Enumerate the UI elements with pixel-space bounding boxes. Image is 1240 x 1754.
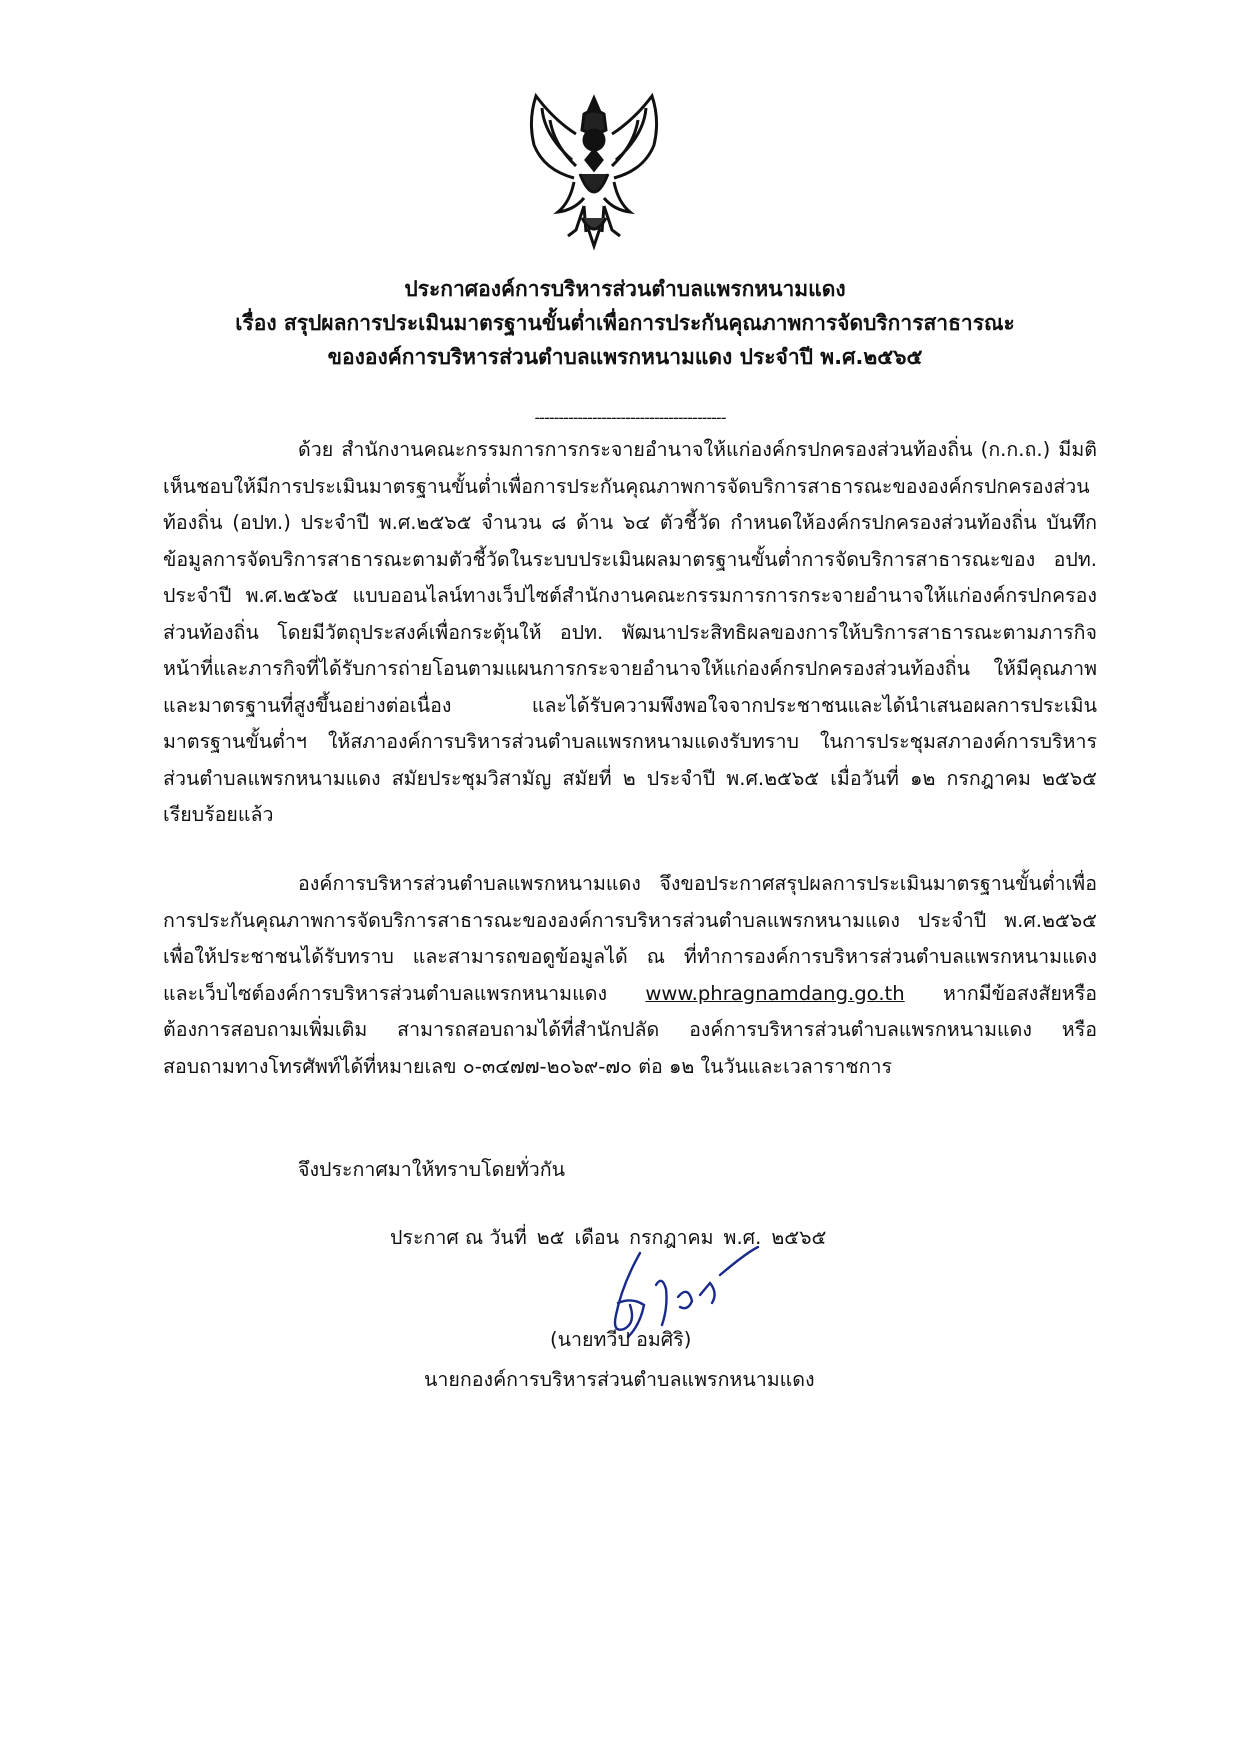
paragraph-3: จึงประกาศมาให้ทราบโดยทั่วกัน	[298, 1158, 566, 1181]
website-link[interactable]: www.phragnamdang.go.th	[645, 981, 905, 1005]
signer-title: นายกองค์การบริหารส่วนตำบลแพรกหนามแดง	[424, 1368, 815, 1391]
announcement-title	[150, 272, 1100, 374]
signer-name: (นายทวีป อมศิริ)	[550, 1328, 692, 1351]
date-month-label: เดือน	[574, 1226, 620, 1249]
paragraph-2-text-a: องค์การบริหารส่วนตำบลแพรกหนามแดง จึงขอประกาศสรุปผลการประเมินมาตรฐานขั้นต่ำเพื่อการประกันคุณภาพการจัดบริการสาธารณะขององค์การบริหารส่วนตำบลแพรกหนามแดง ประจำปี พ.ศ.๒๕๖๕ เพื่อให้ประชาชนได้รับทราบ และสามารถขอดูข้อมูลได้ ณ ที่ทำการองค์การบริหารส่วนตำบลแพรกหนามแดง และเว็บไซต์องค์การบริหารส่วนตำบลแพรกหนามแดง	[163, 872, 1097, 1005]
date-year-label: พ.ศ.	[723, 1226, 762, 1249]
title-line-1: ประกาศองค์การบริหารส่วนตำบลแพรกหนามแดง	[404, 277, 846, 301]
date-prefix: ประกาศ ณ วันที่	[390, 1226, 527, 1249]
date-year: ๒๕๖๕	[771, 1226, 827, 1249]
date-day: ๒๕	[536, 1226, 565, 1249]
paragraph-2	[163, 866, 1097, 1085]
title-line-2: เรื่อง สรุปผลการประเมินมาตรฐานขั้นต่ำเพื่อการประกันคุณภาพการจัดบริการสาธารณะ	[235, 311, 1015, 335]
date-month: กรกฎาคม	[629, 1226, 714, 1249]
title-line-3: ขององค์การบริหารส่วนตำบลแพรกหนามแดง ประจำปี พ.ศ.๒๕๖๕	[327, 345, 923, 369]
dashed-divider: ----------------------------------------	[534, 408, 726, 427]
garuda-emblem-icon	[514, 90, 674, 250]
paragraph-1: ด้วย สำนักงานคณะกรรมการการกระจายอำนาจให้แก่องค์กรปกครองส่วนท้องถิ่น (ก.ก.ถ.) มีมติเห็นชอบให้มีการประเมินมาตรฐานขั้นต่ำเพื่อการประกันคุณภาพการจัดบริการสาธารณะขององค์กรปกครองส่วนท้องถิ่น (อปท.) ประจำปี พ.ศ.๒๕๖๕ จำนวน ๘ ด้าน ๖๔ ตัวชี้วัด กำหนดให้องค์กรปกครองส่วนท้องถิ่น บันทึกข้อมูลการจัดบริการสาธารณะตามตัวชี้วัดในระบบประเมินผลมาตรฐานขั้นต่ำการจัดบริการสาธารณะของ อปท. ประจำปี พ.ศ.๒๕๖๕ แบบออนไลน์ทางเว็ปไซต์สำนักงานคณะกรรมการการกระจายอำนาจให้แก่องค์กรปกครองส่วนท้องถิ่น โดยมีวัตถุประสงค์เพื่อกระตุ้นให้ อปท. พัฒนาประสิทธิผลของการให้บริการสาธารณะตามภารกิจหน้าที่และภารกิจที่ได้รับการถ่ายโอนตามแผนการกระจายอำนาจให้แก่องค์กรปกครองส่วนท้องถิ่น ให้มีคุณภาพและมาตรฐานที่สูงขึ้นอย่างต่อเนื่อง และได้รับความพึงพอใจจากประชาชนและได้นำเสนอผลการประเมินมาตรฐานขั้นต่ำฯ ให้สภาองค์การบริหารส่วนตำบลแพรกหนามแดงรับทราบ ในการประชุมสภาองค์การบริหารส่วนตำบลแพรกหนามแดง สมัยประชุมวิสามัญ สมัยที่ ๒ ประจำปี พ.ศ.๒๕๖๕ เมื่อวันที่ ๑๒ กรกฎาคม ๒๕๖๕ เรียบร้อยแล้ว	[163, 438, 1098, 826]
paragraph-2-text-b: หากมีข้อสงสัยหรือต้องการสอบถามเพิ่มเติม สามารถสอบถามได้ที่สำนักปลัด องค์การบริหารส่วนตำบลแพรกหนามแดง หรือสอบถามทางโทรศัพท์ได้ที่หมายเลข ๐-๓๔๗๗-๒๐๖๙-๗๐ ต่อ ๑๒ ในวันและเวลาราชการ	[163, 981, 1098, 1078]
